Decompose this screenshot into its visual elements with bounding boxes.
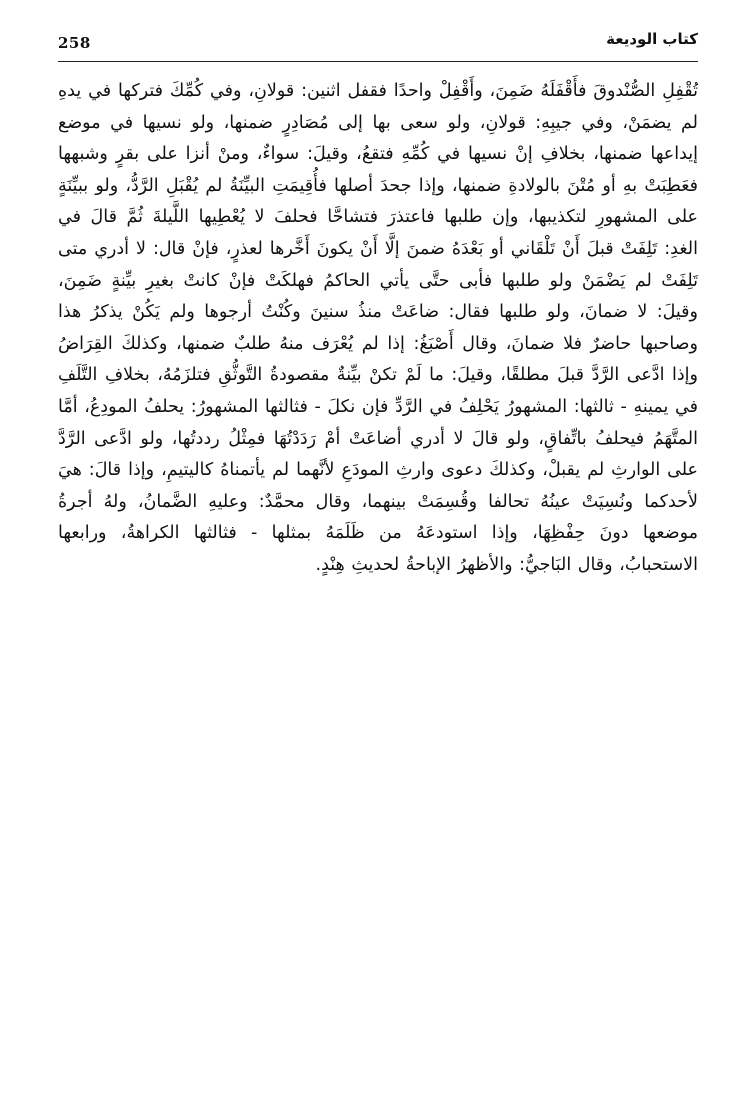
header-divider [58,61,698,62]
body-paragraph: تُقْفِلِ الصُّنْدوقَ فأَقْفَلَهُ ضَمِنَ، وأَقْفِلْ واحدًا فقفل اثنين: قولانِ، وفي كُمِّكَ فتركها في يدهِ لم يضمَنْ، وفي جيبِهِ: قولانِ، ولو سعى بها إلى مُصَادِرٍ ضمنها، ولو نسيها في موضع إيداعها ضمنها، بخلافِ إنْ نسيها في كُمِّهِ فتقعُ، وقيلَ: سواءٌ، ومنْ أنزا على بقرٍ وشبهها فعَطِبَتْ بهِ أو مُتْنَ بالولادةِ ضمنها، وإذا جحدَ أصلها فأُقِيمَتِ البيِّنَةُ لم يُقْبَلِ الرَّدُّ، ولو ببيِّنَةٍ على المشهورِ لتكذيبها، وإن طلبها فاعتذرَ فتشاحَّا فحلفَ لا يُعْطِيها اللَّيلةَ ثُمَّ قالَ في الغدِ: تَلِفَتْ قبلَ أَنْ تَلْقَاني أو بَعْدَهُ ضمنَ إلَّا أَنْ يكونَ أَخَّرها لعذرٍ، فإنْ قال: لا أدري متى تَلِفَتْ لم يَضْمَنْ ولو طلبها فأبى حتَّى يأتي الحاكمُ فهلكَتْ فإنْ كانتْ بغيرِ بيِّنةٍ ضَمِنَ، وقيلَ: لا ضمانَ، ولو طلبها فقال: ضاعَتْ منذُ سنينَ وكُنْتُ أرجوها ولم يَكُنْ يذكرُ هذا وصاحبها حاضرٌ فلا ضمانَ، وقال أَصْبَغُ: إذا لم يُعْرَف منهُ طلبٌ ضمنها، وكذلكَ القِرَاضُ وإذا ادَّعى الرَّدَّ قبلَ مطلقًا، وقيلَ: ما لَمْ تكنْ بيِّنةٌ مقصودةُ التَّوثُّقِ فتلزَمُهُ، بخلافِ التَّلَفِ في يمينهِ - ثالثها: المشهورُ يَحْلِفُ في الرَّدِّ فإن نكلَ - فثالثها المشهورُ: يحلفُ المودِعُ، أمَّا المتَّهَمُ فيحلفُ باتِّفاقٍ، ولو قالَ لا أدري أضاعَتْ أمْ رَدَدْتُهَا فمِثْلُ رددتُها، ولو ادَّعى الرَّدَّ على الوارثِ لم يقبلْ، وكذلكَ دعوى وارثِ المودَعِ لأنَّهما لم يأتمناهُ كاليتيمِ، وإذا قالَ: هيَ لأحدكما ونُسِيَتْ عينُهُ تحالفا وقُسِمَتْ بينهما، وقال محمَّدٌ: وعليهِ الضَّمانُ، ولهُ أجرةُ موضعها دونَ حِفْظِهَا، وإذا استودعَهُ من ظَلَمَهُ بمثلها - فثالثها الكراهةُ، ورابعها الاستحبابُ، وقال البَاجيُّ: والأظهرُ الإباحةُ لحديثِ هِنْدٍ. [58,81,698,575]
page-number: 258 [58,34,91,52]
running-title: كتاب الوديعة [606,30,698,48]
book-page [58,28,698,1068]
page-header [58,28,698,56]
